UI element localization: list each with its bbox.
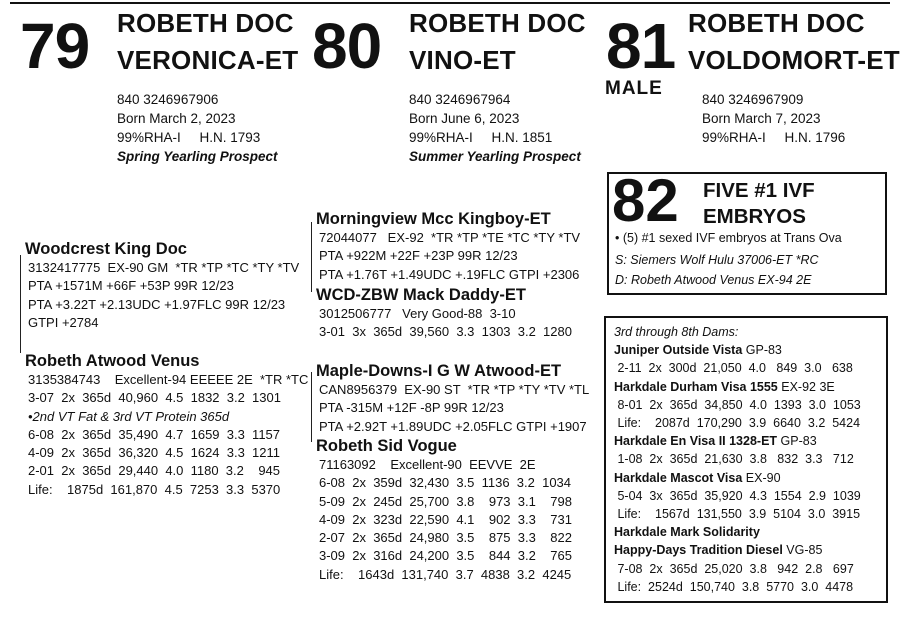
dam-record-line: 2-11 2x 300d 21,050 4.0 849 3.0 638 — [614, 361, 853, 376]
dam-name: Harkdale Mascot Visa — [614, 470, 743, 485]
ped79-sire-info — [28, 259, 299, 332]
lot-79-prospect: Spring Yearling Prospect — [117, 149, 278, 164]
dam-record-line: 5-04 3x 365d 35,920 4.3 1554 2.9 1039 — [614, 488, 861, 503]
dam-record-line: Life: 2087d 170,290 3.9 6640 3.2 5424 — [614, 416, 861, 431]
ped79-dam-line: 4-09 2x 365d 36,320 4.5 1624 3.3 1211 — [28, 445, 281, 461]
lot-81-info — [702, 90, 845, 147]
ped80-mgs-info — [319, 305, 572, 342]
lot-81-born: Born March 7, 2023 — [702, 111, 821, 126]
dam-name: Harkdale Mark Solidarity — [614, 525, 760, 540]
lot-81-number: 81 — [606, 10, 676, 82]
dam-name-line — [614, 469, 861, 487]
lot-80-reg: 840 3246967964 — [409, 92, 511, 107]
lot-80-born: Born June 6, 2023 — [409, 111, 520, 126]
ped80-dam-name: Robeth Sid Vogue — [316, 437, 457, 455]
lot-82-title-line1: FIVE #1 IVF — [703, 179, 815, 202]
ped80-mgs-name: WCD-ZBW Mack Daddy-ET — [316, 286, 526, 304]
ped80-dam-sire-name: Maple-Downs-I G W Atwood-ET — [316, 362, 562, 380]
dam-classification: EX-90 — [742, 470, 781, 485]
dam-record-line: 7-08 2x 365d 25,020 3.8 942 2.8 697 — [614, 561, 854, 576]
dam-name-line — [614, 341, 861, 359]
dam-record-line: 8-01 2x 365d 34,850 4.0 1393 3.0 1053 — [614, 397, 861, 412]
ped80-sire-info — [319, 229, 580, 284]
ped79-dam-name: Robeth Atwood Venus — [25, 352, 200, 370]
ped79-sire-line: PTA +1571M +66F +53P 99R 12/23 — [28, 278, 234, 294]
ped80-dam-sire-info — [319, 381, 589, 436]
lot-80-prospect: Summer Yearling Prospect — [409, 149, 581, 164]
dam-classification: EX-92 3E — [777, 379, 835, 394]
lot-79-name-line2: VERONICA-ET — [117, 45, 299, 75]
ped80-sire-line: PTA +1.76T +1.49UDC +.19FLC GTPI +2306 — [319, 266, 580, 282]
ped80-dam-sire-line: CAN8956379 EX-90 ST *TR *TP *TY *TV *TL — [319, 382, 590, 397]
lot-81-breed: 99%RHA-I H.N. 1796 — [702, 130, 846, 145]
ped80-dam-line: 3-09 2x 316d 24,200 3.5 844 3.2 765 — [319, 548, 572, 564]
ped79-sire-line: GTPI +2784 — [28, 314, 99, 330]
ped80-dam-line: 71163092 Excellent-90 EEVVE 2E — [319, 457, 536, 472]
lot-81-name-line2: VOLDOMORT-ET — [688, 45, 900, 75]
ped79-dam-line: 2-01 2x 365d 29,440 4.0 1180 3.2 945 — [28, 463, 281, 479]
lot-79-name-line1: ROBETH DOC — [117, 8, 294, 38]
dam-name: Happy-Days Tradition Diesel — [614, 543, 783, 558]
lot-79-number: 79 — [20, 10, 90, 82]
dams-heading: 3rd through 8th Dams: — [614, 325, 739, 339]
dam-name-line — [614, 541, 861, 559]
lot-79-breed: 99%RHA-I H.N. 1793 — [117, 130, 261, 145]
pedigree-79-bracket — [20, 255, 21, 353]
ped79-dam-line: 3135384743 Excellent-94 EEEEE 2E *TR *TC — [28, 372, 309, 387]
lot-81-reg: 840 3246967909 — [702, 92, 804, 107]
ped79-dam-line: Life: 1875d 161,870 4.5 7253 3.3 5370 — [28, 481, 281, 497]
lot-79-info — [117, 90, 278, 166]
ped80-dam-sire-line: PTA +2.92T +1.89UDC +2.05FLC GTPI +1907 — [319, 418, 587, 434]
ped80-dam-info — [319, 456, 572, 584]
lot-80-name-line2: VINO-ET — [409, 45, 516, 75]
ped79-dam-info — [28, 371, 308, 499]
ped80-dam-line: 5-09 2x 245d 25,700 3.8 973 3.1 798 — [319, 493, 572, 509]
lot-81-name-line1: ROBETH DOC — [688, 8, 865, 38]
ped80-dam-line: 4-09 2x 323d 22,590 4.1 902 3.3 731 — [319, 511, 572, 527]
ped80-dam-line: 6-08 2x 359d 32,430 3.5 1136 3.2 1034 — [319, 475, 572, 491]
pedigree-80-dam-bracket — [311, 372, 312, 442]
lot-82-number: 82 — [612, 167, 679, 234]
lot-82-bullet: • (5) #1 sexed IVF embryos at Trans Ova — [615, 231, 842, 245]
dam-classification: GP-83 — [742, 343, 782, 358]
lot-82-title-line2: EMBRYOS — [703, 205, 806, 228]
ped80-dam-line: Life: 1643d 131,740 3.7 4838 3.2 4245 — [319, 566, 572, 582]
dam-name: Harkdale Durham Visa 1555 — [614, 379, 778, 394]
ped79-dam-line: •2nd VT Fat & 3rd VT Protein 365d — [28, 408, 230, 424]
ped80-sire-line: 72044077 EX-92 *TR *TP *TE *TC *TY *TV — [319, 230, 581, 245]
ped79-dam-line: 6-08 2x 365d 35,490 4.7 1659 3.3 1157 — [28, 426, 281, 442]
ped80-mgs-line: 3-01 3x 365d 39,560 3.3 1303 3.2 1280 — [319, 324, 572, 340]
ped79-sire-line: 3132417775 EX-90 GM *TR *TP *TC *TY *TV — [28, 260, 300, 275]
lot-80-name — [409, 5, 586, 79]
dam-record-line: Life: 1567d 131,550 3.9 5104 3.0 3915 — [614, 507, 861, 522]
dam-record-line: Life: 2524d 150,740 3.8 5770 3.0 4478 — [614, 579, 854, 594]
lot-82-dam: D: Robeth Atwood Venus EX-94 2E — [615, 273, 812, 287]
dams-content — [614, 323, 861, 596]
dam-name: Harkdale En Visa II 1328-ET — [614, 434, 778, 449]
lot-80-info — [409, 90, 581, 166]
lot-79-name — [117, 5, 298, 79]
lot-82-title — [703, 178, 815, 230]
dams-box — [604, 316, 888, 603]
dam-classification: GP-83 — [777, 434, 817, 449]
dam-name-line — [614, 432, 861, 450]
dam-name: Juniper Outside Vista — [614, 343, 743, 358]
lot-80-breed: 99%RHA-I H.N. 1851 — [409, 130, 553, 145]
dams-lines — [614, 341, 861, 596]
ped79-sire-name: Woodcrest King Doc — [25, 240, 187, 258]
pedigree-80-sire-bracket — [311, 222, 312, 292]
dam-name-line — [614, 378, 861, 396]
lot-80-name-line1: ROBETH DOC — [409, 8, 586, 38]
lot-79-born: Born March 2, 2023 — [117, 111, 236, 126]
dam-classification: VG-85 — [782, 543, 823, 558]
dam-record-line: 1-08 2x 365d 21,630 3.8 832 3.3 712 — [614, 452, 854, 467]
lot-81-name — [688, 5, 900, 79]
ped80-mgs-line: 3012506777 Very Good-88 3-10 — [319, 306, 516, 321]
ped79-dam-line: 3-07 2x 365d 40,960 4.5 1832 3.2 1301 — [28, 390, 281, 406]
lot-82-box — [607, 167, 887, 295]
lot-80-number: 80 — [312, 10, 382, 82]
lot-82-sire: S: Siemers Wolf Hulu 37006-ET *RC — [615, 253, 819, 267]
ped80-sire-name: Morningview Mcc Kingboy-ET — [316, 210, 551, 228]
ped80-dam-sire-line: PTA -315M +12F -8P 99R 12/23 — [319, 400, 504, 416]
ped79-sire-line: PTA +3.22T +2.13UDC +1.97FLC 99R 12/23 — [28, 296, 286, 312]
lot-81-sex: MALE — [605, 78, 663, 99]
lot-79-reg: 840 3246967906 — [117, 92, 219, 107]
ped80-dam-line: 2-07 2x 365d 24,980 3.5 875 3.3 822 — [319, 530, 572, 546]
ped80-sire-line: PTA +922M +22F +23P 99R 12/23 — [319, 248, 518, 264]
dam-name-line — [614, 523, 861, 541]
top-rule — [10, 2, 890, 4]
